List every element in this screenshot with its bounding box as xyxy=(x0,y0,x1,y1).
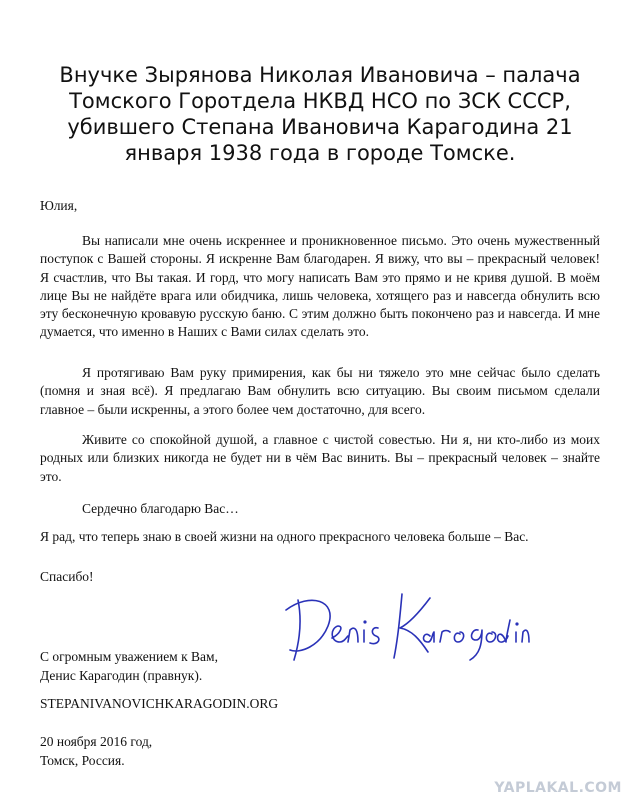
paragraph-3: Живите со спокойной душой, а главное с чистой совестью. Ни я, ни кто-либо из моих родных или близких никогда не будет ни в чём Вас винить. Вы – прекрасный человек – знайте это. xyxy=(40,432,600,484)
date-line: 20 ноября 2016 год, xyxy=(40,734,153,749)
paragraph-2: Я протягиваю Вам руку примирения, как бы ни тяжело это мне сейчас было сделать (помня и зная всё). Я предлагаю Вам обнулить всю ситуацию. Вы своим письмом сделали главное – были искренны, а этого более чем достаточно, для всего. xyxy=(40,365,600,417)
thanks-line: Спасибо! xyxy=(40,569,94,584)
closing-block xyxy=(40,648,218,685)
paragraph-1: Вы написали мне очень искреннее и проникновенное письмо. Это очень мужественный поступок с Вашей стороны. Я искренне Вам благодарен. Я вижу, что вы – прекрасный человек! Я счастлив, что Вы такая. И горд, что могу написать Вам это прямо и не кривя душой. В моём лице Вы не найдёте врага или обидчика, лишь человека, хотящего раз и навсегда обнулить всю эту бесконечную кровавую русскую баню. С этим должно быть покончено раз и навсегда. И мне думается, что именно в Наших с Вами силах сделать это. xyxy=(40,233,600,340)
paragraph-4: Сердечно благодарю Вас… xyxy=(82,501,239,516)
line-rad: Я рад, что теперь знаю в своей жизни на одного прекрасного человека больше – Вас. xyxy=(40,529,529,544)
watermark: YAPLAKAL.COM xyxy=(494,780,622,796)
place-line: Томск, Россия. xyxy=(40,752,125,768)
closing-name: Денис Карагодин (правнук). xyxy=(40,667,203,683)
greeting: Юлия, xyxy=(40,198,78,213)
handwritten-signature xyxy=(280,580,530,670)
closing-regards: С огромным уважением к Вам, xyxy=(40,649,218,664)
letter-title: Внучке Зырянова Николая Ивановича – палача Томского Горотдела НКВД НСО по ЗСК СССР, убившего Степана Ивановича Карагодина 21 января 1938 года в городе Томске. xyxy=(59,63,581,165)
website-url: STEPANIVANOVICHKARAGODIN.ORG xyxy=(40,696,279,711)
date-block xyxy=(40,733,152,770)
